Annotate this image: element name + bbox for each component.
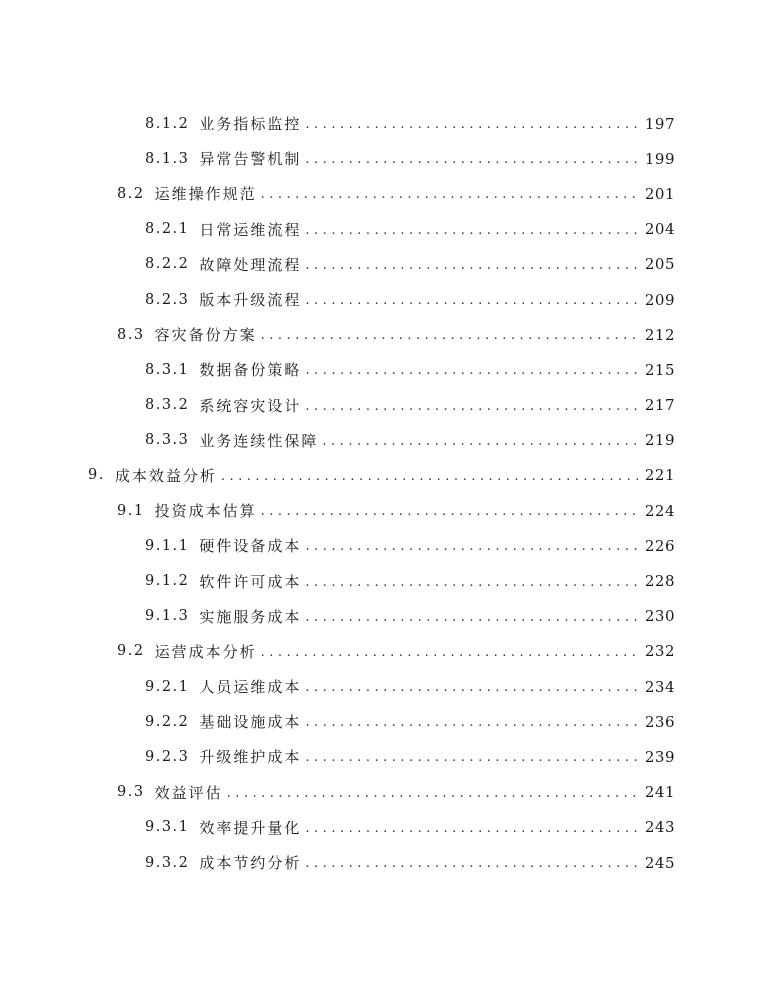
toc-entry-title: 投资成本估算 bbox=[154, 502, 257, 521]
toc-dot-leader bbox=[305, 821, 669, 836]
toc-dot-leader bbox=[305, 715, 669, 730]
toc-entry-page-number: 219 bbox=[641, 431, 675, 449]
toc-entry[interactable] bbox=[0, 775, 765, 810]
toc-entry-page-number: 197 bbox=[641, 115, 675, 133]
toc-entry-title: 升级维护成本 bbox=[199, 748, 302, 767]
toc-entry-number: 9.2 bbox=[117, 643, 145, 660]
toc-entry[interactable] bbox=[0, 704, 765, 739]
toc-entry-number: 8.2 bbox=[117, 185, 145, 202]
toc-entry-number: 8.3.1 bbox=[145, 361, 190, 378]
toc-entry[interactable] bbox=[0, 458, 765, 493]
toc-dot-leader bbox=[305, 223, 669, 238]
toc-entry-page-number: 205 bbox=[641, 255, 675, 273]
toc-entry-title: 成本节约分析 bbox=[199, 854, 302, 873]
toc-entry-number: 8.1.2 bbox=[145, 115, 190, 132]
toc-entry-page-number: 226 bbox=[641, 537, 675, 555]
toc-entry-page-number: 215 bbox=[641, 361, 675, 379]
toc-entry-page-number: 245 bbox=[641, 854, 675, 872]
toc-entry-number: 8.2.2 bbox=[145, 256, 190, 273]
toc-entry-title: 运营成本分析 bbox=[154, 642, 257, 661]
toc-entry-title: 故障处理流程 bbox=[199, 255, 302, 274]
toc-entry-number: 9.2.2 bbox=[145, 713, 190, 730]
toc-entry-page-number: 241 bbox=[641, 783, 675, 801]
toc-entry-number: 9.3.2 bbox=[145, 854, 190, 871]
toc-entry-number: 9.1.3 bbox=[145, 608, 190, 625]
toc-entry-title: 运维操作规范 bbox=[154, 185, 257, 204]
toc-entry-number: 9.3 bbox=[117, 784, 145, 801]
toc-entry-page-number: 236 bbox=[641, 713, 675, 731]
toc-entry[interactable] bbox=[0, 247, 765, 282]
toc-entry-title: 日常运维流程 bbox=[199, 220, 302, 239]
toc-dot-leader bbox=[305, 258, 669, 273]
toc-entry-number: 9.1.1 bbox=[145, 537, 190, 554]
toc-entry-page-number: 209 bbox=[641, 291, 675, 309]
toc-entry-page-number: 221 bbox=[641, 466, 675, 484]
toc-entry-page-number: 224 bbox=[641, 502, 675, 520]
toc-entry[interactable] bbox=[0, 845, 765, 880]
toc-entry[interactable] bbox=[0, 528, 765, 563]
toc-entry-number: 8.2.1 bbox=[145, 221, 190, 238]
toc-entry[interactable] bbox=[0, 599, 765, 634]
toc-entry-number: 8.3 bbox=[117, 326, 145, 343]
toc-entry-title: 效益评估 bbox=[154, 783, 223, 802]
toc-entry-page-number: 199 bbox=[641, 150, 675, 168]
toc-dot-leader bbox=[305, 363, 669, 378]
toc-entry[interactable] bbox=[0, 669, 765, 704]
toc-dot-leader bbox=[322, 434, 669, 449]
toc-entry-number: 8.3.2 bbox=[145, 397, 190, 414]
toc-dot-leader bbox=[305, 680, 669, 695]
toc-dot-leader bbox=[305, 856, 669, 871]
table-of-contents bbox=[0, 106, 765, 880]
toc-dot-leader bbox=[221, 469, 669, 484]
toc-entry[interactable] bbox=[0, 563, 765, 598]
toc-dot-leader bbox=[305, 539, 669, 554]
toc-entry-title: 版本升级流程 bbox=[199, 291, 302, 310]
toc-dot-leader bbox=[227, 786, 669, 801]
toc-entry-page-number: 217 bbox=[641, 396, 675, 414]
toc-entry-title: 实施服务成本 bbox=[199, 607, 302, 626]
toc-entry-page-number: 232 bbox=[641, 642, 675, 660]
toc-dot-leader bbox=[305, 117, 669, 132]
toc-entry-number: 8.2.3 bbox=[145, 291, 190, 308]
toc-entry-number: 8.1.3 bbox=[145, 150, 190, 167]
toc-entry-title: 基础设施成本 bbox=[199, 713, 302, 732]
toc-entry[interactable] bbox=[0, 317, 765, 352]
toc-dot-leader bbox=[305, 575, 669, 590]
toc-entry-page-number: 239 bbox=[641, 748, 675, 766]
toc-entry-number: 9. bbox=[88, 467, 105, 484]
toc-entry[interactable] bbox=[0, 212, 765, 247]
toc-dot-leader bbox=[305, 610, 669, 625]
toc-entry-page-number: 228 bbox=[641, 572, 675, 590]
toc-entry-page-number: 201 bbox=[641, 185, 675, 203]
toc-entry-number: 9.3.1 bbox=[145, 819, 190, 836]
toc-dot-leader bbox=[261, 645, 669, 660]
toc-entry-page-number: 234 bbox=[641, 678, 675, 696]
toc-entry[interactable] bbox=[0, 141, 765, 176]
toc-entry[interactable] bbox=[0, 176, 765, 211]
toc-entry-page-number: 204 bbox=[641, 220, 675, 238]
toc-entry-page-number: 212 bbox=[641, 326, 675, 344]
toc-entry-title: 容灾备份方案 bbox=[154, 326, 257, 345]
toc-entry[interactable] bbox=[0, 106, 765, 141]
toc-entry[interactable] bbox=[0, 493, 765, 528]
toc-entry-number: 9.2.3 bbox=[145, 748, 190, 765]
toc-entry-number: 8.3.3 bbox=[145, 432, 190, 449]
toc-entry-title: 异常告警机制 bbox=[199, 150, 302, 169]
toc-entry-title: 效率提升量化 bbox=[199, 818, 302, 837]
toc-entry-page-number: 230 bbox=[641, 607, 675, 625]
toc-dot-leader bbox=[305, 750, 669, 765]
toc-entry-title: 硬件设备成本 bbox=[199, 537, 302, 556]
toc-entry[interactable] bbox=[0, 810, 765, 845]
toc-entry-title: 系统容灾设计 bbox=[199, 396, 302, 415]
toc-entry-page-number: 243 bbox=[641, 818, 675, 836]
toc-dot-leader bbox=[305, 293, 669, 308]
toc-entry-title: 软件许可成本 bbox=[199, 572, 302, 591]
toc-dot-leader bbox=[261, 187, 669, 202]
toc-entry[interactable] bbox=[0, 634, 765, 669]
toc-entry-title: 数据备份策略 bbox=[199, 361, 302, 380]
toc-entry-title: 业务连续性保障 bbox=[199, 431, 319, 450]
toc-dot-leader bbox=[261, 504, 669, 519]
toc-entry[interactable] bbox=[0, 352, 765, 387]
toc-dot-leader bbox=[305, 152, 669, 167]
toc-entry-number: 9.2.1 bbox=[145, 678, 190, 695]
toc-entry-title: 人员运维成本 bbox=[199, 678, 302, 697]
toc-entry[interactable] bbox=[0, 423, 765, 458]
toc-entry-number: 9.1 bbox=[117, 502, 145, 519]
toc-dot-leader bbox=[261, 328, 669, 343]
toc-entry[interactable] bbox=[0, 282, 765, 317]
toc-entry[interactable] bbox=[0, 388, 765, 423]
toc-entry-title: 业务指标监控 bbox=[199, 115, 302, 134]
toc-entry-title: 成本效益分析 bbox=[114, 466, 217, 485]
toc-dot-leader bbox=[305, 399, 669, 414]
toc-entry-number: 9.1.2 bbox=[145, 573, 190, 590]
toc-entry[interactable] bbox=[0, 739, 765, 774]
